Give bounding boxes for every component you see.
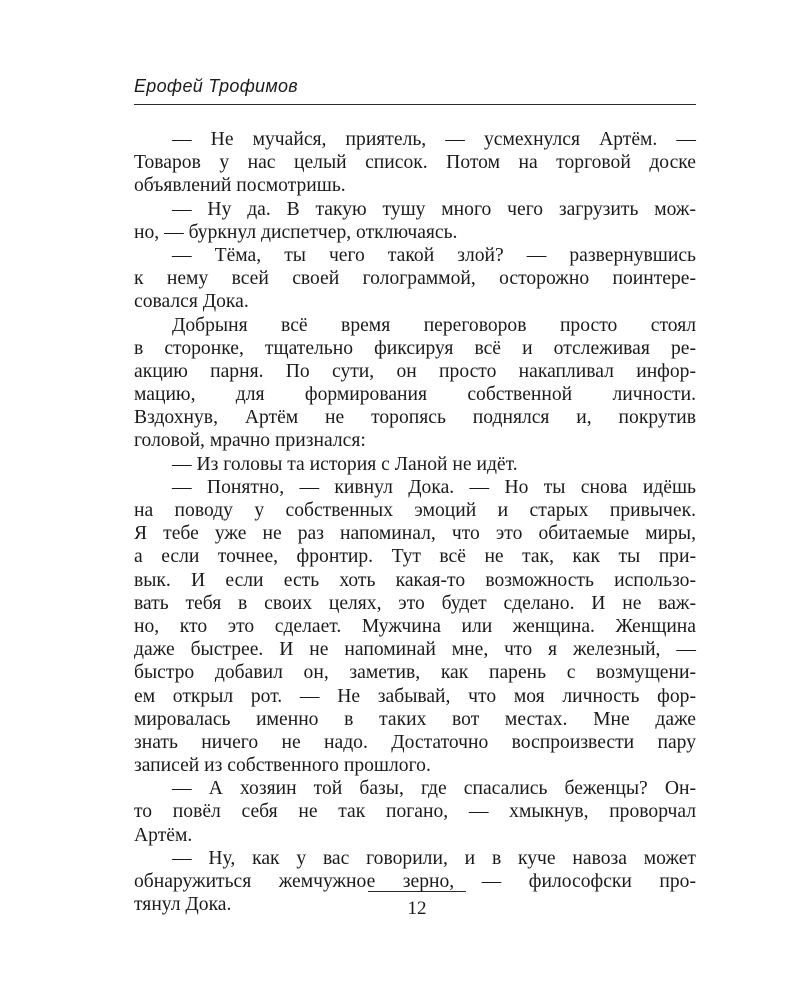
footer-rule bbox=[368, 891, 466, 892]
text-line: мировалась именно в таких вот местах. Мне даже bbox=[134, 708, 696, 730]
text-line: обнаружиться жемчужное зерно, — философски про- bbox=[134, 871, 696, 892]
text-line: но, — буркнул диспетчер, отключаясь. bbox=[134, 221, 458, 243]
running-head-author: Ерофей Трофимов bbox=[134, 76, 299, 96]
body-text bbox=[134, 128, 696, 916]
text-line: вать тебя в своих целях, это будет сделано. И не важ- bbox=[134, 592, 696, 614]
text-line: в сторонке, тщательно фиксируя всё и отслеживая ре- bbox=[134, 337, 696, 359]
text-line: — Тёма, ты чего такой злой? — развернувшись bbox=[172, 244, 696, 266]
text-line: знать ничего не надо. Достаточно воспроизвести пару bbox=[134, 731, 696, 753]
text-line: совался Дока. bbox=[134, 291, 249, 313]
text-line: Товаров у нас целый список. Потом на торговой доске bbox=[134, 152, 696, 174]
text-line: быстро добавил он, заметив, как парень с возмущени- bbox=[134, 662, 696, 684]
text-line: но, кто это сделает. Мужчина или женщина. Женщина bbox=[134, 615, 696, 637]
text-line: Добрыня всё время переговоров просто стоял bbox=[172, 314, 696, 336]
header-rule bbox=[134, 104, 696, 105]
text-line: вык. И если есть хоть какая-то возможность использо- bbox=[134, 569, 696, 591]
text-line: — Не мучайся, приятель, — усмехнулся Артём. — bbox=[172, 129, 696, 150]
text-line: — Из головы та история с Ланой не идёт. bbox=[172, 453, 518, 475]
text-line: мацию, для формирования собственной личности. bbox=[134, 384, 696, 406]
text-line: ем открыл рот. — Не забывай, что моя личность фор- bbox=[134, 685, 696, 707]
text-line: на поводу у собственных эмоций и старых привычек. bbox=[134, 500, 696, 521]
text-line: записей из собственного прошлого. bbox=[134, 755, 431, 777]
text-line: объявлений посмотришь. bbox=[134, 175, 346, 197]
text-line: — А хозяин той базы, где спасались беженцы? Он- bbox=[172, 778, 696, 800]
text-line: а если точнее, фронтир. Тут всё не так, как ты при- bbox=[134, 546, 696, 568]
text-line: то повёл себя не так погано, — хмыкнув, проворчал bbox=[134, 801, 696, 823]
text-line: Я тебе уже не раз напоминал, что это обитаемые миры, bbox=[134, 523, 696, 545]
text-line: тянул Дока. bbox=[134, 894, 232, 916]
text-line: — Ну, как у вас говорили, и в куче навоза может bbox=[172, 847, 696, 869]
text-line: к нему всей своей голограммой, осторожно поинтере- bbox=[134, 268, 696, 290]
text-line: акцию парня. По сути, он просто накапливал инфор- bbox=[134, 360, 696, 382]
page-number: 12 bbox=[407, 898, 427, 919]
text-line: Вздохнув, Артём не торопясь поднялся и, покрутив bbox=[134, 407, 696, 429]
text-line: — Ну да. В такую тушу много чего загрузить мож- bbox=[172, 198, 696, 220]
text-line: — Понятно, — кивнул Дока. — Но ты снова идёшь bbox=[172, 476, 696, 498]
text-line: головой, мрачно признался: bbox=[134, 430, 366, 452]
text-line: Артём. bbox=[134, 824, 193, 846]
text-line: даже быстрее. И не напоминай мне, что я железный, — bbox=[134, 639, 696, 661]
